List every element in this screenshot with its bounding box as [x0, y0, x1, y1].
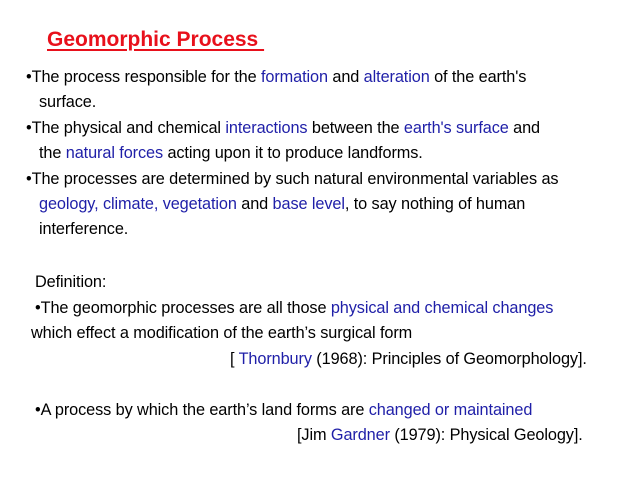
highlight-changed-maintained: changed or maintained — [368, 401, 533, 419]
text: between the — [307, 119, 404, 137]
text: of the earth's — [429, 68, 527, 86]
text: the — [39, 144, 66, 162]
bullet-1-line-1 — [26, 68, 526, 87]
highlight-earths-surface: earth's surface — [403, 119, 509, 137]
highlight-alteration: alteration — [363, 68, 430, 86]
text: (1968): Principles of Geomorphology]. — [311, 350, 587, 368]
highlight-base-level: base level — [272, 195, 345, 213]
text: (1979): Physical Geology]. — [389, 426, 583, 444]
definition-line-2: which effect a modification of the earth’s surgical form — [31, 324, 413, 342]
slide-title: Geomorphic Process — [47, 28, 265, 51]
definition-line-3 — [35, 401, 532, 420]
text: and — [327, 68, 364, 86]
highlight-formation: formation — [260, 68, 328, 86]
highlight-thornbury: Thornbury — [238, 350, 312, 368]
definition-heading: Definition: — [35, 273, 107, 291]
highlight-natural-forces: natural forces — [65, 144, 164, 162]
text: •The process responsible for the — [26, 68, 261, 86]
bullet-2-line-1 — [26, 119, 540, 138]
definition-line-1 — [35, 299, 553, 318]
text: and — [236, 195, 273, 213]
text: •A process by which the earth’s land forms are — [35, 401, 369, 419]
text: , to say nothing of human — [344, 195, 526, 213]
text: acting upon it to produce landforms. — [163, 144, 423, 162]
bullet-3-line-1: •The processes are determined by such natural environmental variables as — [26, 170, 559, 188]
text: [Jim — [297, 426, 331, 444]
highlight-interactions: interactions — [225, 119, 308, 137]
bullet-3-line-2 — [39, 195, 525, 214]
bullet-3-line-3: interference. — [39, 220, 129, 238]
text: •The physical and chemical — [26, 119, 226, 137]
citation-gardner — [297, 426, 583, 445]
citation-thornbury — [230, 350, 587, 369]
highlight-gardner: Gardner — [330, 426, 390, 444]
bullet-2-line-2 — [39, 144, 423, 163]
bullet-1-line-2: surface. — [39, 93, 97, 111]
text: •The geomorphic processes are all those — [35, 299, 331, 317]
text: and — [508, 119, 540, 137]
text: [ — [230, 350, 239, 368]
highlight-physical-chemical-changes: physical and chemical changes — [330, 299, 554, 317]
highlight-geology-climate-vegetation: geology, climate, vegetation — [39, 195, 237, 213]
